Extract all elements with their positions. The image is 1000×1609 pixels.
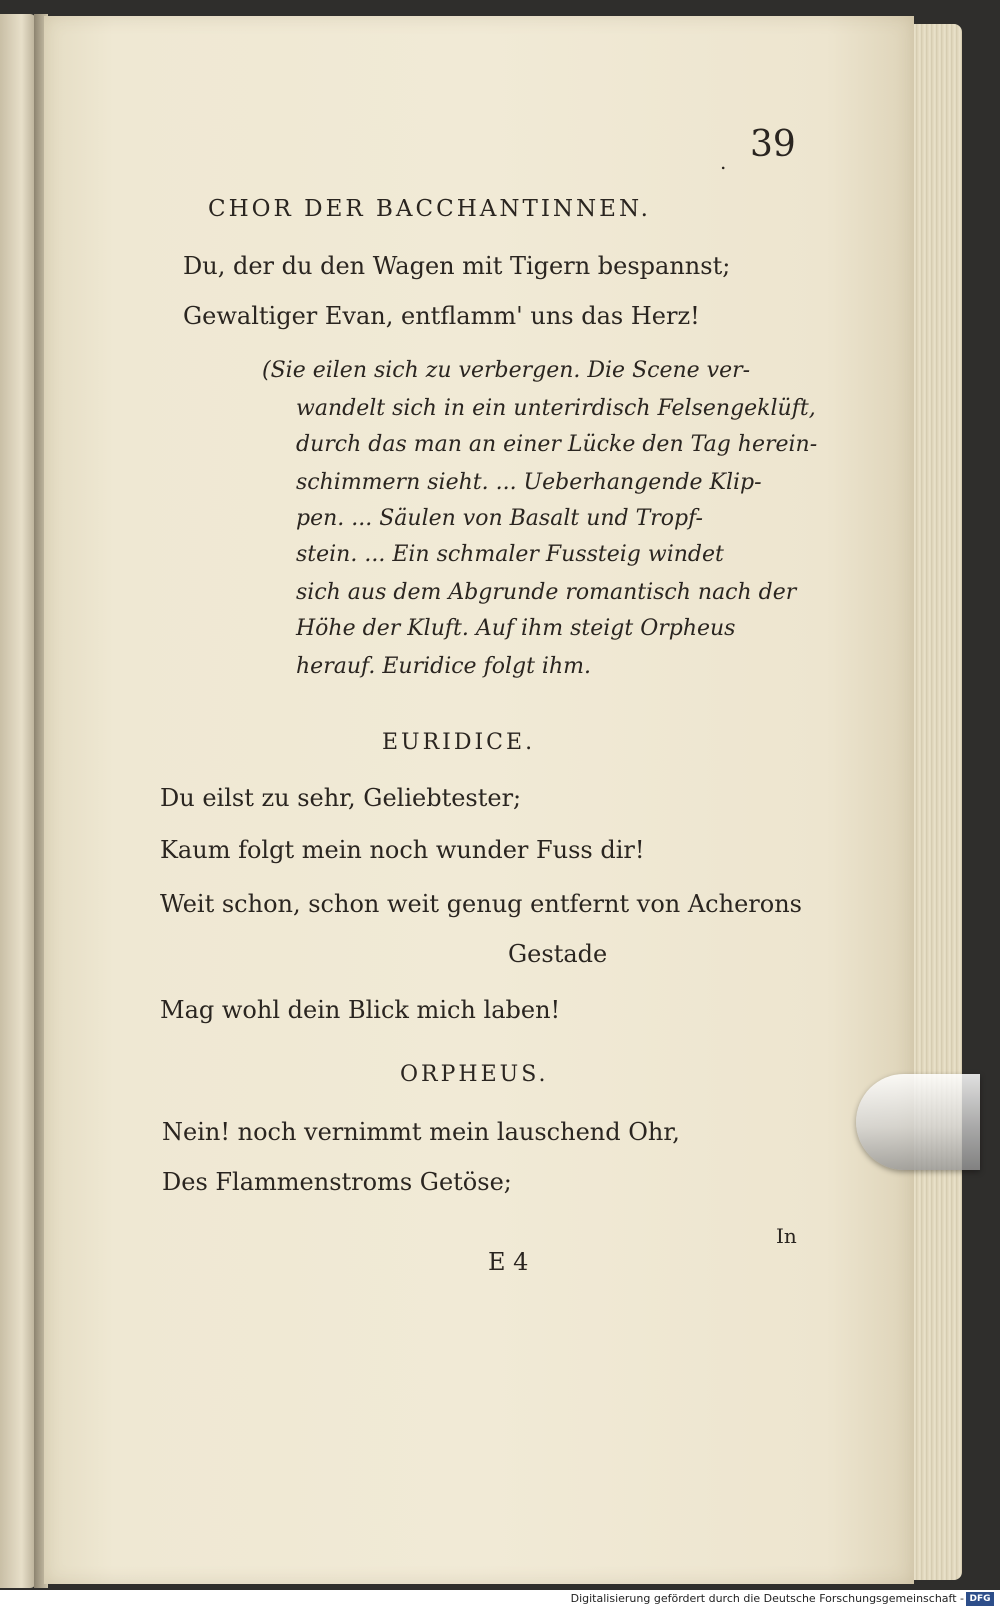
stage-direction-line: (Sie eilen sich zu verbergen. Die Scene ver- — [262, 358, 751, 383]
stage-direction-line: sich aus dem Abgrunde romantisch nach der — [296, 580, 797, 605]
left-page-edge — [0, 14, 36, 1588]
page-mark: . — [720, 150, 727, 174]
heading-chorus: CHOR DER BACCHANTINNEN. — [208, 196, 651, 222]
page-number: 39 — [750, 124, 796, 165]
chorus-line: Gewaltiger Evan, entflamm' uns das Herz! — [183, 302, 700, 330]
chorus-line: Du, der du den Wagen mit Tigern bespannst; — [183, 252, 731, 280]
page-block-edges — [912, 24, 962, 1580]
stage-direction-line: stein. ... Ein schmaler Fussteig windet — [296, 542, 724, 567]
stage-direction-line: schimmern sieht. ... Ueberhangende Klip- — [296, 470, 762, 495]
heading-euridice: EURIDICE. — [382, 730, 536, 755]
euridice-line: Du eilst zu sehr, Geliebtester; — [160, 784, 522, 812]
euridice-line: Mag wohl dein Blick mich laben! — [160, 996, 561, 1024]
dfg-logo-icon: DFG — [966, 1592, 994, 1606]
stage-direction-line: wandelt sich in ein unterirdisch Felsengeklüft, — [296, 396, 816, 421]
stage-direction-line: Höhe der Kluft. Auf ihm steigt Orpheus — [296, 616, 736, 641]
euridice-line: Weit schon, schon weit genug entfernt von Acherons — [160, 890, 802, 918]
stage-direction-line: durch das man an einer Lücke den Tag herein- — [296, 432, 818, 457]
heading-orpheus: ORPHEUS. — [400, 1062, 549, 1087]
orpheus-line: Nein! noch vernimmt mein lauschend Ohr, — [162, 1118, 680, 1146]
page-clip-icon — [856, 1074, 980, 1170]
stage-direction-line: pen. ... Säulen von Basalt und Tropf- — [296, 506, 703, 531]
catchword: In — [776, 1224, 797, 1248]
orpheus-line: Des Flammenstroms Getöse; — [162, 1168, 512, 1196]
stage-direction-line: herauf. Euridice folgt ihm. — [296, 654, 591, 679]
signature-mark: E 4 — [488, 1248, 529, 1276]
digitization-credit: Digitalisierung gefördert durch die Deutsche Forschungsgemeinschaft - — [570, 1592, 964, 1605]
euridice-line-turnover: Gestade — [508, 940, 608, 968]
euridice-line: Kaum folgt mein noch wunder Fuss dir! — [160, 836, 645, 864]
